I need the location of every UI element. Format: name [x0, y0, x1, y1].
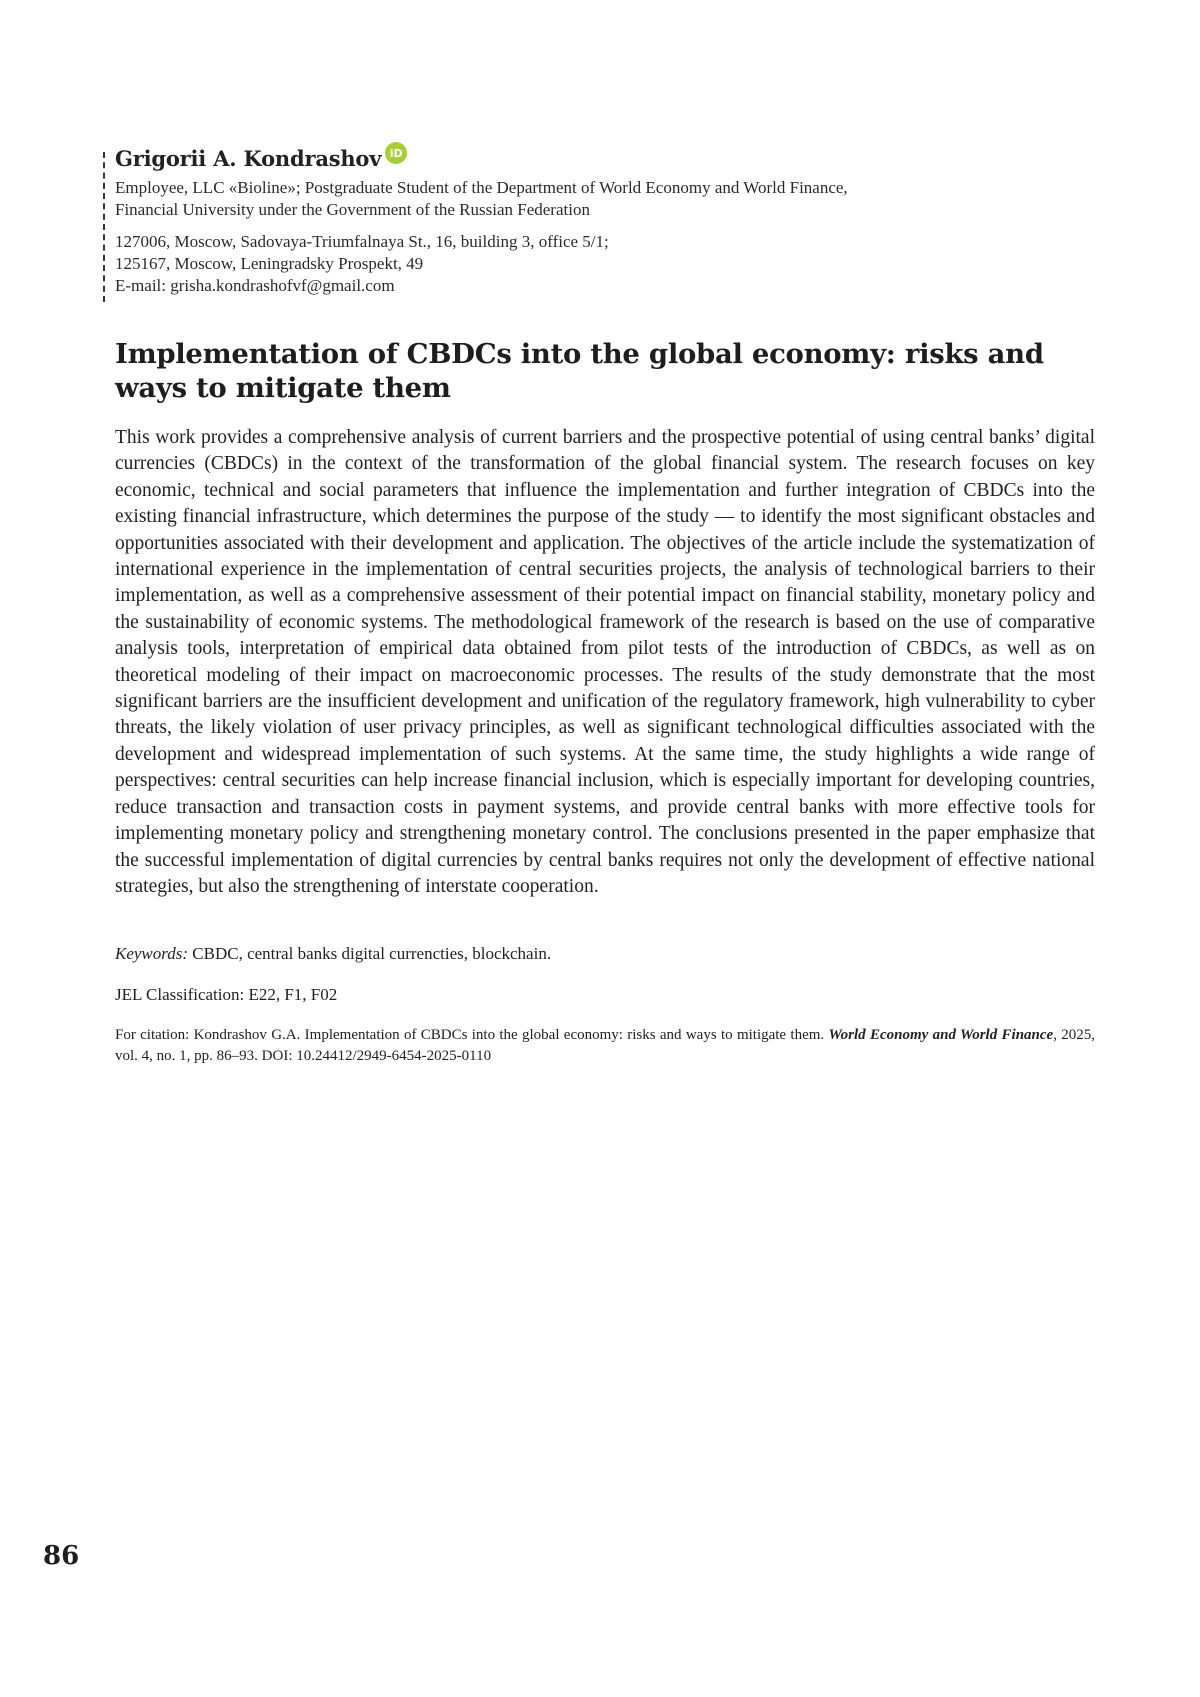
orcid-icon[interactable]: iD [385, 142, 407, 164]
affiliation-line: Employee, LLC «Bioline»; Postgraduate Student of the Department of World Economy and World Finance, [115, 178, 848, 197]
address-line: 127006, Moscow, Sadovaya-Triumfalnaya St., 16, building 3, office 5/1; [115, 232, 609, 251]
abstract: This work provides a comprehensive analysis of current barriers and the prospective potential of using central banks’ digital currencies (CBDCs) in the context of the transformation of the global financial system. The research focuses on key economic, technical and social parameters that influence the implementation and further integration of CBDCs into the existing financial infrastructure, which determines the purpose of the study — to identify the most significant obstacles and opportunities associated with their development and application. The objectives of the article include the systematization of international experience in the implementation of central securities projects, the analysis of technological barriers to their implementation, as well as a comprehensive assessment of their potential impact on financial stability, monetary policy and the sustainability of economic systems. The methodological framework of the research is based on the use of comparative analysis tools, interpretation of empirical data obtained from pilot tests of the introduction of CBDCs, as well as on theoretical modeling of their impact on macroeconomic processes. The results of the study demonstrate that the most significant barriers are the insufficient development and unification of the regulatory framework, high vulnerability to cyber threats, the likely violation of user privacy principles, as well as significant technological difficulties associated with the development and widespread implementation of such systems. At the same time, the study highlights a wide range of perspectives: central securities can help increase financial inclusion, which is especially important for developing countries, reduce transaction and transaction costs in payment systems, and provide central banks with more effective tools for implementing monetary policy and strengthening monetary control. The conclusions presented in the paper emphasize that the successful implementation of digital currencies by central banks requires not only the development of effective national strategies, but also the strengthening of interstate cooperation. [115, 427, 1095, 897]
citation [115, 1025, 1095, 1067]
keywords-text: CBDC, central banks digital currencties, blockchain. [188, 944, 552, 963]
author-block [115, 143, 1015, 297]
citation-suffix: , 2025, vol. 4, no. 1, pp. 86–93. DOI: 10.24412/2949-6454-2025-0110 [115, 1027, 1096, 1064]
author-email: E-mail: grisha.kondrashofvf@gmail.com [115, 276, 395, 295]
jel-classification: JEL Classification: E22, F1, F02 [115, 985, 338, 1004]
keywords-label: Keywords: [115, 944, 189, 963]
author-block-divider [103, 152, 105, 302]
page-number: 86 [43, 1541, 80, 1571]
article-title: Implementation of CBDCs into the global economy: risks and ways to mitigate them [115, 338, 1044, 404]
author-name-row [115, 143, 1015, 173]
affiliation-line: Financial University under the Government of the Russian Federation [115, 200, 590, 219]
address-line: 125167, Moscow, Leningradsky Prospekt, 49 [115, 254, 424, 273]
author-name: Grigorii A. Kondrashov [115, 145, 382, 171]
keywords [115, 943, 1095, 965]
author-affiliation [115, 177, 1015, 221]
citation-prefix: For citation: Kondrashov G.A. Implementation of CBDCs into the global economy: risks and ways to mitigate them. [115, 1027, 829, 1043]
citation-journal: World Economy and World Finance [828, 1027, 1054, 1043]
author-address [115, 231, 1015, 297]
